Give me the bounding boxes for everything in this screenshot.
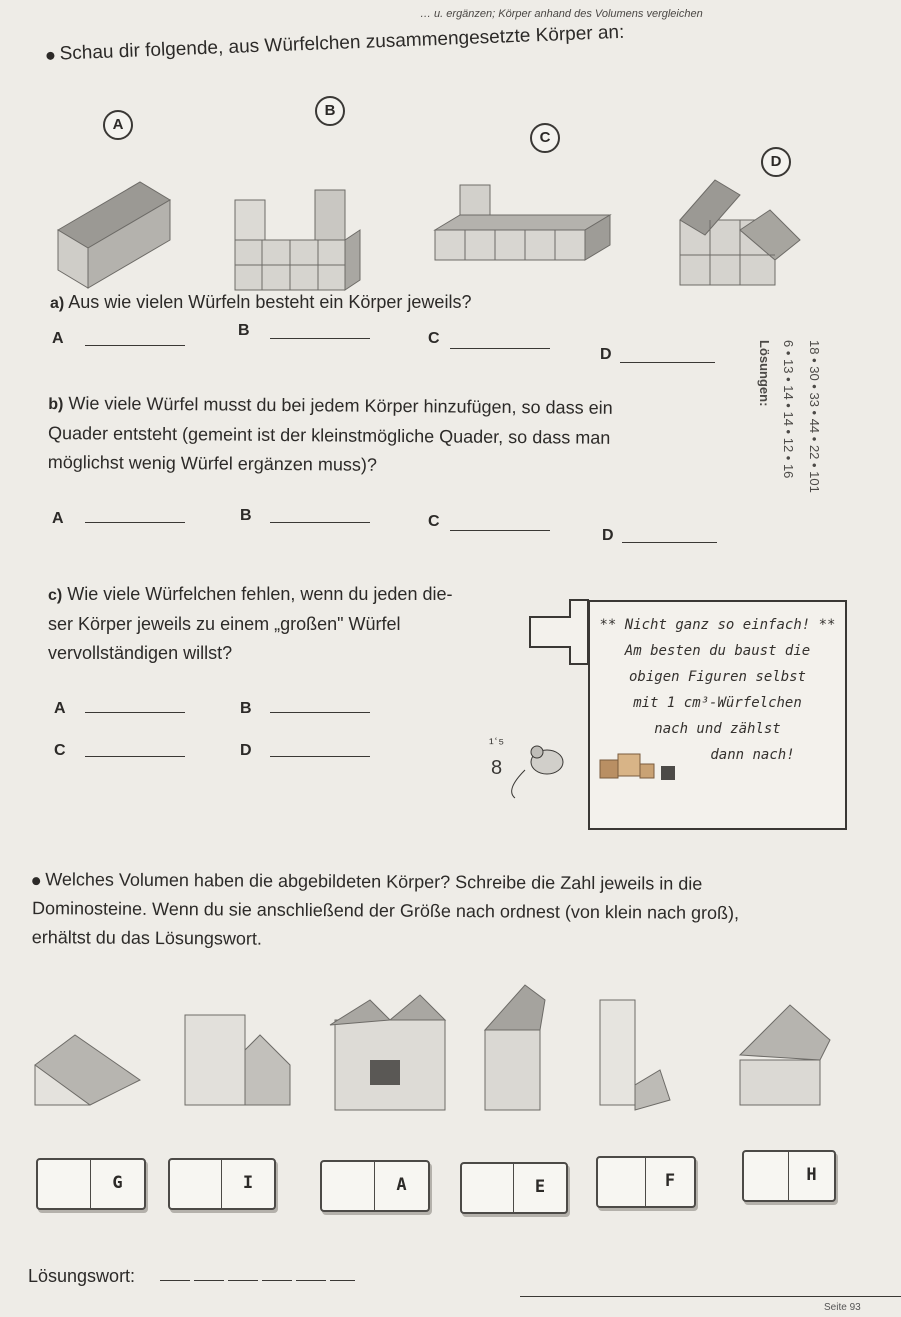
figure-d-illustration [680, 180, 800, 285]
callout-line-6: dann nach! [710, 747, 795, 763]
task-2-bullet-icon [32, 877, 40, 885]
solutions-column-1: 18 • 30 • 33 • 44 • 22 • 101 [807, 340, 822, 493]
figure-c-illustration [435, 185, 610, 260]
footer-divider [520, 1296, 901, 1297]
task-b-line-2: Quader entsteht (gemeint ist der kleinstmögliche Quader, so dass man [47, 422, 611, 448]
body-label-c: C [530, 123, 560, 153]
answer-c-field-a[interactable] [85, 712, 185, 713]
answer-a-field-b[interactable] [270, 338, 370, 339]
answer-b-label-a: A [52, 510, 64, 527]
figure-6-illustration [740, 1005, 830, 1105]
domino-e[interactable] [460, 1162, 568, 1214]
answer-a-label-b: B [238, 322, 250, 339]
mouse-with-cubes-icon [485, 730, 695, 800]
intro-text: Schau dir folgende, aus Würfelchen zusammengesetzte Körper an: [59, 21, 625, 65]
domino-g-letter: G [112, 1173, 123, 1193]
figure-a-illustration [58, 182, 170, 288]
domino-a-letter-half [374, 1162, 428, 1210]
domino-f-number-field[interactable] [598, 1158, 646, 1206]
task-c-line-1: Wie viele Würfelchen fehlen, wenn du jeden die- [67, 584, 453, 604]
answer-b-label-d: D [602, 527, 614, 544]
task-c-line-3: vervollständigen willst? [48, 643, 233, 663]
callout-line-2: Am besten du baust die [624, 643, 811, 659]
domino-i[interactable] [168, 1158, 276, 1210]
loesungswort-field[interactable] [160, 1280, 355, 1282]
domino-h[interactable] [742, 1150, 836, 1202]
answer-a-label-d: D [600, 346, 612, 363]
task-2-question [32, 865, 863, 958]
domino-e-letter-half [513, 1164, 566, 1212]
task-b-question [48, 389, 749, 483]
task-bullet-icon [46, 52, 54, 60]
task-b-line-1: Wie viele Würfel musst du bei jedem Körper hinzufügen, so dass ein [68, 393, 613, 418]
answer-a-field-a[interactable] [85, 345, 185, 346]
domino-h-number-field[interactable] [744, 1152, 789, 1200]
solutions-label: Lösungen: [757, 340, 772, 407]
answer-c-label-b: B [240, 700, 252, 717]
task-1-intro [46, 22, 625, 66]
answer-b-field-c[interactable] [450, 530, 550, 531]
domino-h-letter-half [788, 1152, 834, 1200]
task-a-text: Aus wie vielen Würfeln besteht ein Körper jeweils? [68, 292, 472, 312]
task-2-line-2: Dominosteine. Wenn du sie anschließend der Größe nach ordnest (von klein nach groß), [31, 898, 740, 924]
solutions-column-2: 6 • 13 • 14 • 14 • 12 • 16 [781, 340, 796, 479]
figure-1-illustration [35, 1035, 140, 1105]
task-a-question [50, 288, 471, 318]
answer-c-label-a: A [54, 700, 66, 717]
task-c-line-2: ser Körper jeweils zu einem „großen" Würfel [48, 614, 401, 634]
callout-line-4: mit 1 cm³-Würfelchen [633, 695, 802, 711]
domino-f-letter-half [645, 1158, 694, 1206]
answer-c-field-d[interactable] [270, 756, 370, 757]
task-b-line-3: möglichst wenig Würfel ergänzen muss)? [47, 451, 377, 475]
domino-a-letter: A [396, 1175, 407, 1195]
answer-a-field-c[interactable] [450, 348, 550, 349]
domino-e-number-field[interactable] [462, 1164, 514, 1212]
figure-3-illustration [330, 995, 445, 1110]
answer-c-field-b[interactable] [270, 712, 370, 713]
task-c-letter: c) [48, 587, 63, 604]
domino-g[interactable] [36, 1158, 146, 1210]
answer-c-field-c[interactable] [85, 756, 185, 757]
body-label-d: D [761, 147, 791, 177]
task-a-letter: a) [50, 295, 65, 312]
domino-i-letter: I [242, 1173, 254, 1193]
answer-a-label-a: A [52, 330, 64, 347]
domino-g-number-field[interactable] [38, 1160, 91, 1208]
figure-2-illustration [185, 1015, 290, 1105]
figure-5-illustration [600, 1000, 670, 1110]
answer-b-field-b[interactable] [270, 522, 370, 523]
figure-b-illustration [235, 190, 360, 290]
cube-figures-row-1 [40, 160, 830, 300]
task-2-line-3: erhältst du das Lösungswort. [31, 927, 263, 949]
answer-b-label-b: B [240, 507, 252, 524]
callout-line-5: nach und zählst [654, 721, 781, 737]
answer-c-label-c: C [54, 742, 66, 759]
domino-h-letter: H [806, 1165, 817, 1185]
svg-text:¹ʿ⁵: ¹ʿ⁵ [489, 735, 505, 751]
domino-f-letter: F [664, 1171, 676, 1191]
loesungswort-label: Lösungswort: [28, 1266, 136, 1286]
task-b-letter: b) [48, 395, 64, 414]
answer-a-label-c: C [428, 330, 440, 347]
figure-4-illustration [485, 985, 545, 1110]
body-label-b: B [315, 96, 345, 126]
domino-f[interactable] [596, 1156, 696, 1208]
domino-g-letter-half [90, 1160, 144, 1208]
task-c-question [48, 580, 568, 668]
callout-line-1: ** Nicht ganz so einfach! ** [599, 617, 836, 633]
answer-c-label-d: D [240, 742, 252, 759]
page-number: Seite 93 [824, 1302, 861, 1313]
domino-i-number-field[interactable] [170, 1160, 222, 1208]
domino-i-letter-half [221, 1160, 274, 1208]
solutions-hint [757, 340, 837, 550]
callout-line-3: obigen Figuren selbst [628, 669, 806, 685]
svg-text:8: 8 [491, 757, 503, 779]
domino-a[interactable] [320, 1160, 430, 1212]
domino-a-number-field[interactable] [322, 1162, 375, 1210]
page-header: … u. ergänzen; Körper anhand des Volumens vergleichen [420, 8, 703, 20]
cube-figures-row-2 [30, 980, 840, 1120]
answer-b-field-a[interactable] [85, 522, 185, 523]
domino-e-letter: E [534, 1177, 546, 1197]
answer-a-field-d[interactable] [620, 362, 715, 363]
task-2-line-1: Welches Volumen haben die abgebildeten Körper? Schreibe die Zahl jeweils in die [45, 869, 703, 894]
answer-b-label-c: C [428, 513, 440, 530]
body-label-a: A [103, 110, 133, 140]
answer-b-field-d[interactable] [622, 542, 717, 543]
